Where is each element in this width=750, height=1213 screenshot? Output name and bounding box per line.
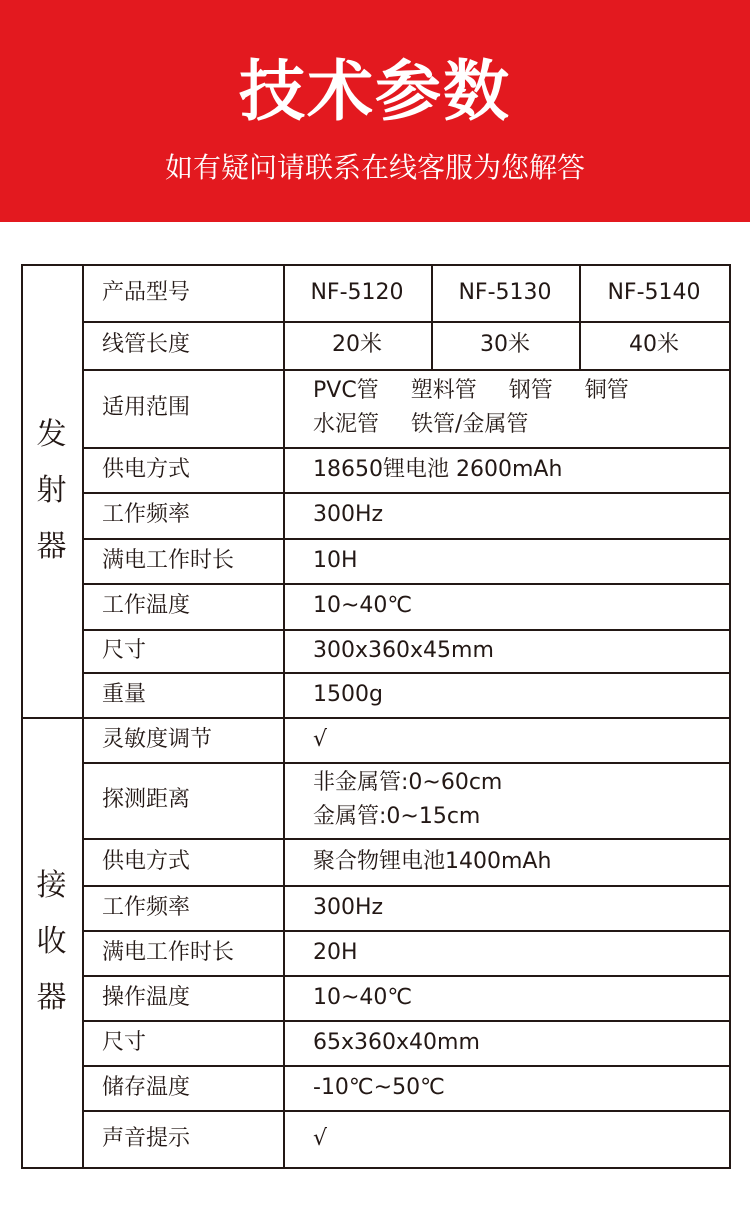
spec-label-text: 声音提示	[102, 1125, 191, 1151]
spec-label-text: 供电方式	[102, 456, 191, 482]
table-border-top	[21, 264, 731, 266]
spec-label-text: 供电方式	[102, 848, 191, 874]
spec-value-word: 铁管/金属管	[411, 412, 529, 437]
row-rule	[82, 1065, 729, 1067]
spec-value-word: 铜管	[584, 378, 629, 403]
receiver-group-char: 接	[36, 868, 67, 903]
row-rule	[82, 1020, 729, 1022]
spec-label	[82, 1065, 283, 1110]
spec-value-text: 1500g	[313, 681, 383, 707]
spec-label	[82, 321, 283, 369]
spec-label-text: 储存温度	[102, 1074, 191, 1100]
spec-value-text: 10H	[313, 547, 358, 573]
transmitter-group-char: 器	[36, 528, 67, 564]
spec-value	[283, 264, 431, 321]
transmitter-group-char: 射	[36, 472, 67, 508]
spec-label-text: 操作温度	[102, 984, 191, 1010]
spec-value	[283, 762, 729, 838]
spec-label-text: 重量	[102, 681, 147, 707]
spec-value	[283, 447, 729, 492]
spec-label-text: 灵敏度调节	[102, 726, 213, 752]
spec-value-text: 10~40℃	[313, 984, 413, 1010]
spec-value-text: 300Hz	[313, 502, 384, 527]
spec-value-text: 20H	[313, 939, 358, 965]
spec-value	[283, 930, 729, 975]
spec-value-text: √	[313, 726, 328, 752]
spec-value-line	[313, 374, 661, 408]
spec-label-text: 工作温度	[102, 593, 191, 618]
transmitter-group-label	[21, 264, 82, 717]
spec-label	[82, 1020, 283, 1065]
row-rule	[82, 492, 729, 494]
row-rule	[82, 838, 729, 840]
column-divider	[431, 264, 433, 369]
spec-value-text: 65x360x40mm	[313, 1029, 480, 1055]
row-rule	[82, 538, 729, 540]
spec-label-text: 满电工作时长	[102, 547, 235, 573]
spec-label-text: 尺寸	[102, 637, 147, 663]
row-rule	[82, 885, 729, 887]
transmitter-group-char: 发	[36, 416, 67, 452]
spec-label	[82, 1110, 283, 1167]
spec-label	[82, 264, 283, 321]
spec-value	[283, 583, 729, 629]
spec-label	[82, 717, 283, 762]
spec-label-text: 工作频率	[102, 502, 191, 527]
spec-value	[431, 264, 579, 321]
spec-value-text: 20米	[332, 332, 382, 357]
spec-label	[82, 629, 283, 672]
spec-value-text: √	[313, 1125, 328, 1151]
spec-label	[82, 838, 283, 885]
spec-value-text: NF-5140	[607, 279, 701, 305]
spec-value-line	[313, 800, 480, 834]
spec-label-text: 线管长度	[102, 332, 191, 357]
spec-value	[283, 629, 729, 672]
spec-value-text: 18650锂电池 2600mAh	[313, 456, 563, 482]
spec-value-text: NF-5130	[458, 279, 552, 305]
table-border-right	[729, 264, 731, 1169]
spec-value-word: 塑料管	[410, 378, 477, 403]
spec-label	[82, 885, 283, 930]
spec-value-text: 金属管:0~15cm	[313, 804, 481, 829]
spec-label	[82, 369, 283, 447]
row-rule	[82, 975, 729, 977]
spec-value	[283, 1020, 729, 1065]
spec-value	[283, 672, 729, 717]
spec-value	[283, 538, 729, 583]
label-divider	[283, 264, 285, 1167]
spec-value-word: PVC管	[313, 378, 379, 403]
spec-value	[283, 1110, 729, 1167]
page-title: 技术参数	[239, 53, 511, 130]
spec-value-text: 非金属管:0~60cm	[313, 770, 503, 795]
spec-label	[82, 762, 283, 838]
row-rule	[82, 583, 729, 585]
spec-value-text: 30米	[480, 332, 530, 357]
spec-value-text: NF-5120	[310, 279, 404, 305]
spec-label-text: 产品型号	[102, 279, 191, 305]
column-divider	[579, 264, 581, 369]
receiver-group-label	[21, 717, 82, 1167]
group-divider	[82, 264, 84, 1167]
spec-value	[283, 492, 729, 538]
spec-label-text: 适用范围	[102, 395, 191, 420]
spec-value-line	[313, 766, 502, 800]
spec-label-text: 满电工作时长	[102, 939, 235, 965]
spec-value-text: 300x360x45mm	[313, 637, 494, 663]
row-rule	[82, 369, 729, 371]
spec-value-text: 聚合物锂电池1400mAh	[313, 848, 552, 874]
header-banner	[0, 0, 750, 222]
spec-label-text: 工作频率	[102, 894, 191, 920]
row-rule	[82, 629, 729, 631]
spec-value	[579, 321, 729, 369]
spec-value	[283, 838, 729, 885]
spec-label	[82, 583, 283, 629]
spec-value	[283, 717, 729, 762]
spec-label-text: 尺寸	[102, 1029, 147, 1055]
group-rule	[21, 717, 729, 719]
spec-value-word: 钢管	[508, 378, 553, 403]
spec-value-line	[313, 408, 560, 442]
spec-label	[82, 975, 283, 1020]
spec-value	[283, 975, 729, 1020]
spec-value-text: 300Hz	[313, 894, 384, 920]
spec-label	[82, 930, 283, 975]
spec-value	[283, 1065, 729, 1110]
row-rule	[82, 672, 729, 674]
row-rule	[82, 1110, 729, 1112]
spec-label	[82, 672, 283, 717]
receiver-group-char: 收	[36, 924, 67, 959]
spec-value	[283, 369, 729, 447]
page-subtitle: 如有疑问请联系在线客服为您解答	[164, 151, 585, 184]
spec-value	[579, 264, 729, 321]
spec-value-text: 40米	[629, 332, 679, 357]
row-rule	[82, 321, 729, 323]
spec-value	[431, 321, 579, 369]
spec-label	[82, 492, 283, 538]
spec-label	[82, 538, 283, 583]
spec-value	[283, 885, 729, 930]
row-rule	[82, 762, 729, 764]
spec-label	[82, 447, 283, 492]
spec-value-word: 水泥管	[313, 412, 380, 437]
spec-value-text: 10~40℃	[313, 593, 413, 618]
row-rule	[82, 447, 729, 449]
row-rule	[82, 930, 729, 932]
spec-value	[283, 321, 431, 369]
receiver-group-char: 器	[36, 980, 67, 1015]
spec-value-text: -10℃~50℃	[313, 1074, 445, 1100]
spec-label-text: 探测距离	[102, 787, 191, 812]
table-border-bottom	[21, 1167, 731, 1169]
